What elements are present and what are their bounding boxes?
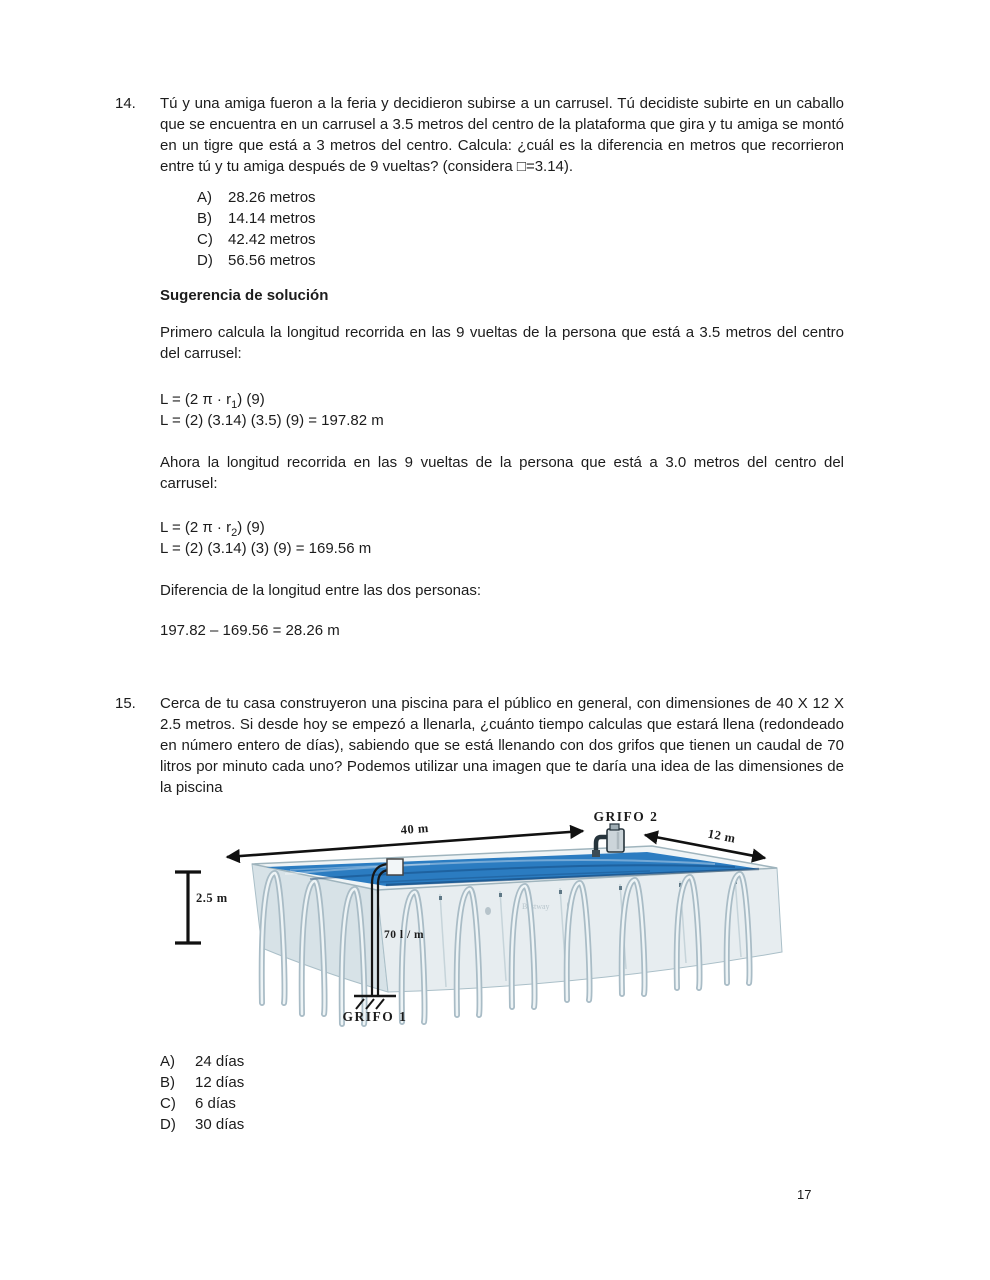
option-row <box>160 1051 244 1072</box>
option-row <box>197 250 316 271</box>
question-15-number: 15. <box>115 695 136 712</box>
option-letter: D) <box>197 252 213 269</box>
page-number: 17 <box>797 1187 812 1202</box>
option-row <box>160 1072 244 1093</box>
option-letter: D) <box>160 1116 176 1133</box>
subscript: 2 <box>231 527 238 539</box>
option-letter: A) <box>160 1053 175 1070</box>
option-row <box>197 208 316 229</box>
solution-paragraph-3: Diferencia de la longitud entre las dos personas: <box>160 582 482 599</box>
formula-block-1 <box>160 389 384 431</box>
pool-figure <box>170 800 790 1035</box>
option-letter: C) <box>160 1095 176 1112</box>
option-text: 42.42 metros <box>228 231 316 248</box>
grifo1-label: GRIFO 1 <box>342 1009 408 1024</box>
option-text: 28.26 metros <box>228 189 316 206</box>
formula-line: L = (2) (3.14) (3.5) (9) = 197.82 m <box>160 412 384 429</box>
question-15-options <box>160 1051 244 1135</box>
option-row <box>197 187 316 208</box>
formula-line: L = (2 $\pi \cdot r_2$) (9) <box>160 519 265 539</box>
formula-line: L = (2 $\pi \cdot r_1$) (9) <box>160 391 265 411</box>
option-row <box>160 1093 244 1114</box>
flow-label: 70 l / m <box>384 929 425 941</box>
option-letter: B) <box>197 210 212 227</box>
option-text: 12 días <box>195 1074 245 1091</box>
option-text: 30 días <box>195 1116 245 1133</box>
ground-symbol <box>354 996 396 1009</box>
solution-heading: Sugerencia de solución <box>160 287 329 304</box>
solution-paragraph-2: Ahora la longitud recorrida en las 9 vueltas de la persona que está a 3.0 metros del centro del carrusel: <box>160 454 844 492</box>
length-label: 40 m <box>400 821 430 837</box>
option-text: 56.56 metros <box>228 252 316 269</box>
formula-block-2 <box>160 517 371 559</box>
solution-paragraph-1: Primero calcula la longitud recorrida en las 9 vueltas de la persona que está a 3.5 metros del centro del carrusel: <box>160 324 844 362</box>
option-row <box>160 1114 244 1135</box>
option-text: 6 días <box>195 1095 236 1112</box>
question-14-options <box>197 187 316 271</box>
subscript: 1 <box>231 399 238 411</box>
faucet-icon <box>592 824 624 857</box>
depth-dimension-line <box>175 872 201 943</box>
option-letter: B) <box>160 1074 175 1091</box>
option-letter: C) <box>197 231 213 248</box>
option-row <box>197 229 316 250</box>
depth-label: 2.5 m <box>196 891 228 905</box>
grifo1-nozzle <box>387 859 403 875</box>
width-label: 12 m <box>706 826 737 846</box>
grifo2-label: GRIFO 2 <box>593 809 659 824</box>
question-14-number: 14. <box>115 95 136 112</box>
option-letter: A) <box>197 189 212 206</box>
formula-result: 197.82 – 169.56 = 28.26 m <box>160 622 340 639</box>
brand-text: Bestway <box>522 902 550 911</box>
formula-line: L = (2) (3.14) (3) (9) = 169.56 m <box>160 540 372 557</box>
option-text: 14.14 metros <box>228 210 316 227</box>
question-14-text: Tú y una amiga fueron a la feria y decidieron subirse a un carrusel. Tú decidiste subirte en un caballo que se encuentra en un carrusel a 3.5 metros del centro de la plataforma que gira y tu amiga se montó en un tigre que está a 3 metros del centro. Calcula: ¿cuál es la diferencia en metros que recorrieron entre tú y tu amiga después de 9 vueltas? (considera □=3.14). <box>160 95 844 175</box>
question-15-text: Cerca de tu casa construyeron una piscina para el público en general, con dimensiones de 40 X 12 X 2.5 metros. Si desde hoy se empezó a llenarla, ¿cuánto tiempo calculas que estará llena (redondeado en número entero de días), sabiendo que se está llenando con dos grifos que tienen un caudal de 70 litros por minuto cada uno? Podemos utilizar una imagen que te daría una idea de las dimensiones de la piscina <box>160 695 844 796</box>
option-text: 24 días <box>195 1053 245 1070</box>
